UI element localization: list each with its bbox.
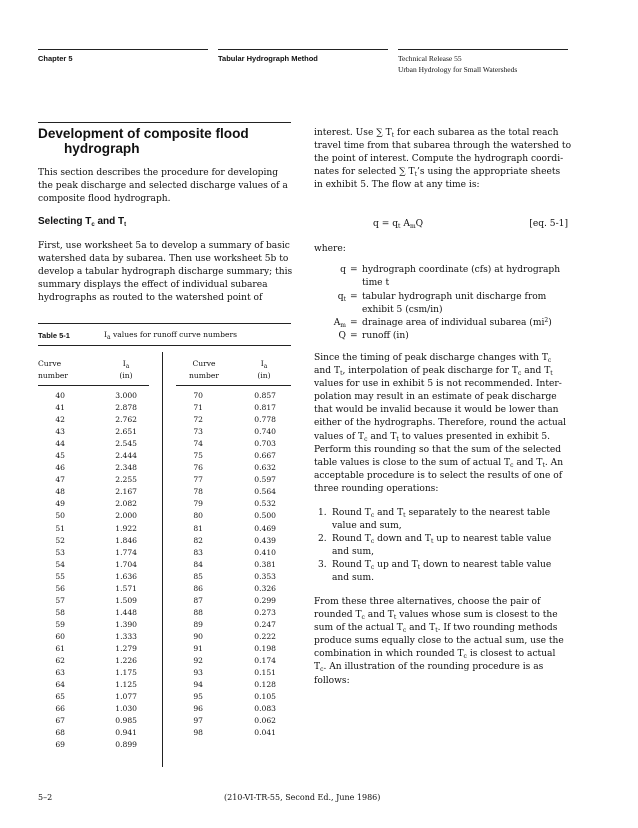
table-cell-ia: 2.878 — [115, 403, 137, 413]
list-item: 2. Round $T_c$ down and $T_t$ up to nearest table value — [318, 534, 552, 546]
table-cell-ia: 1.846 — [115, 535, 137, 545]
table-cell-ia: 0.632 — [254, 463, 276, 473]
header-rule-left — [38, 49, 208, 50]
table-cell-curve-number: 66 — [55, 704, 65, 714]
list-item: 3. Round $T_c$ up and $T_t$ down to nearest table value — [318, 560, 552, 572]
list-item: 1. Round $T_c$ and $T_t$ separately to the nearest table — [318, 508, 551, 519]
table-cell-ia: 1.030 — [115, 704, 137, 714]
table-cell-curve-number: 44 — [55, 439, 65, 449]
table-header-curve-right: Curve number — [189, 359, 219, 380]
table-cell-curve-number: 94 — [193, 680, 203, 690]
table-label: Table 5-1 — [38, 331, 70, 340]
table-cell-curve-number: 46 — [55, 463, 65, 473]
table-cell-ia: 0.247 — [254, 619, 276, 629]
table-cell-ia: 0.222 — [254, 631, 276, 641]
table-cell-ia: 2.545 — [115, 439, 137, 449]
table-cell-curve-number: 74 — [193, 439, 203, 449]
table-cell-ia: 0.817 — [254, 403, 276, 413]
table-cell-ia: 1.125 — [115, 680, 137, 690]
table-cell-curve-number: 62 — [55, 656, 65, 666]
table-cell-ia: 2.651 — [115, 427, 137, 437]
table-cell-ia: 0.353 — [254, 571, 276, 581]
header-title: Tabular Hydrograph Method — [218, 54, 318, 63]
table-col-left-ia — [100, 390, 137, 751]
table-cell-curve-number: 95 — [193, 692, 203, 702]
table-cell-curve-number: 68 — [55, 728, 65, 738]
table-cell-curve-number: 82 — [193, 535, 203, 545]
table-cell-curve-number: 75 — [193, 451, 203, 461]
table-cell-curve-number: 67 — [55, 716, 65, 726]
table-cell-curve-number: 86 — [193, 583, 203, 593]
table-cell-ia: 2.348 — [115, 463, 137, 473]
table-cell-ia: 0.041 — [254, 728, 276, 738]
table-cell-curve-number: 87 — [193, 595, 203, 605]
table-cell-curve-number: 65 — [55, 692, 65, 702]
section-intro: This section describes the procedure for developing the peak discharge and selected discharge values of a composite flood hydrograph. — [38, 168, 288, 205]
table-cell-ia: 0.532 — [254, 499, 276, 509]
table-header-curve-left: Curve number — [38, 359, 68, 380]
table-cell-curve-number: 53 — [55, 547, 65, 557]
table-cell-ia: 0.985 — [115, 716, 137, 726]
table-cell-curve-number: 85 — [193, 571, 203, 581]
table-cell-curve-number: 43 — [55, 427, 65, 437]
def-symbol: q — [340, 265, 346, 275]
table-cell-curve-number: 70 — [193, 391, 203, 400]
table-cell-ia: 0.410 — [254, 547, 276, 557]
section-title: Development of composite flood hydrograph — [38, 126, 249, 156]
table-header-ia-right: $I_a$ (in) — [257, 359, 271, 380]
table-cell-curve-number: 96 — [193, 704, 203, 714]
page-number: 5–2 — [38, 793, 53, 802]
section-rule — [38, 122, 291, 123]
table-cell-curve-number: 79 — [193, 499, 203, 509]
table-cell-curve-number: 84 — [193, 559, 203, 569]
table-cell-ia: 0.062 — [254, 716, 276, 726]
table-cell-curve-number: 81 — [193, 523, 203, 533]
equation-5-1: $q = q_t$ $A_mQ$ — [373, 219, 424, 230]
table-cell-ia: 2.082 — [115, 499, 137, 509]
table-cell-curve-number: 69 — [55, 740, 65, 750]
table-cell-curve-number: 78 — [193, 487, 203, 497]
table-cell-ia: 0.128 — [254, 680, 276, 690]
table-cell-ia: 0.326 — [254, 583, 276, 593]
table-cell-ia: 0.381 — [254, 559, 276, 569]
table-cell-ia: 0.703 — [254, 439, 276, 449]
table-cell-ia: 0.174 — [254, 656, 276, 666]
table-header-ia-left: $I_a$ (in) — [119, 359, 133, 380]
table-cell-curve-number: 72 — [193, 415, 203, 425]
table-cell-ia: 1.509 — [115, 595, 137, 605]
table-cell-curve-number: 76 — [193, 463, 203, 473]
def-symbol: Q — [338, 331, 346, 341]
table-cell-ia: 0.469 — [254, 523, 276, 533]
table-cell-curve-number: 49 — [55, 499, 65, 509]
table-top-rule — [38, 323, 291, 324]
footer-citation: (210-VI-TR-55, Second Ed., June 1986) — [224, 793, 381, 802]
table-cell-ia: 0.667 — [254, 451, 276, 461]
right-paragraph-3: From these three alternatives, choose the pair of rounded $T_c$ and $T_t$ values whose sum is closest to the sum of the actual $T_c$ and $T_t$. If two rounding methods produce sums equally close to the actual sum, use the combination in which rounded $T_c$ is closest to actual $T_c$. An illustration of the rounding procedure is as follows: — [314, 597, 564, 686]
table-cell-curve-number: 58 — [55, 607, 65, 617]
right-paragraph-1: interest. Use ∑ $T_t$ for each subarea as the total reach travel time from that subarea through the watershed to the point of interest. Compute the hydrograph coordi- nates for selected ∑ $T_t’s$ using the appropriate sheets in exhibit 5. The flow at any time is: — [314, 128, 572, 191]
table-cell-curve-number: 59 — [55, 619, 65, 629]
table-cell-ia: 1.704 — [115, 559, 137, 569]
table-cell-ia: 0.778 — [254, 415, 276, 425]
table-cell-ia: 0.439 — [254, 535, 276, 545]
table-cell-ia: 2.167 — [115, 487, 137, 497]
table-cell-ia: 0.273 — [254, 607, 276, 617]
table-cell-curve-number: 93 — [193, 668, 203, 678]
def-symbol: $q_t$ — [337, 292, 346, 303]
table-cell-curve-number: 47 — [55, 475, 65, 485]
table-cell-ia: 0.151 — [254, 668, 276, 678]
table-cell-ia: 2.444 — [115, 451, 137, 461]
table-cell-curve-number: 45 — [55, 451, 65, 461]
table-cell-curve-number: 48 — [55, 487, 65, 497]
table-cell-ia: 1.571 — [115, 583, 137, 593]
def-symbol: $A_m$ — [333, 318, 346, 329]
table-cell-ia: 0.564 — [254, 487, 276, 497]
table-cell-ia: 1.175 — [115, 668, 137, 678]
table-cell-curve-number: 80 — [193, 511, 203, 521]
table-cell-curve-number: 64 — [55, 680, 65, 690]
table-header-rule-right — [176, 385, 291, 386]
table-cell-ia: 0.105 — [254, 692, 276, 702]
header-chapter: Chapter 5 — [38, 54, 73, 63]
table-cell-ia: 1.279 — [115, 643, 137, 653]
selecting-heading: Selecting $T_c$ and $T_t$ — [38, 216, 127, 228]
table-cell-curve-number: 50 — [55, 511, 65, 521]
table-col-right-cn — [176, 390, 203, 739]
table-caption: $I_a$ values for runoff curve numbers — [104, 330, 237, 341]
table-cell-curve-number: 83 — [193, 547, 203, 557]
table-cell-curve-number: 97 — [193, 716, 203, 726]
table-cell-ia: 0.597 — [254, 475, 276, 485]
table-cell-curve-number: 55 — [55, 571, 65, 581]
table-cell-curve-number: 88 — [193, 607, 203, 617]
table-cell-ia: 2.255 — [115, 475, 137, 485]
table-cell-curve-number: 92 — [193, 656, 203, 666]
table-cell-ia: 0.299 — [254, 595, 276, 605]
table-cell-ia: 0.083 — [254, 704, 276, 714]
equation-reference: [eq. 5-1] — [529, 219, 568, 229]
table-cell-ia: 1.636 — [115, 571, 137, 581]
table-col-right-ia — [238, 390, 276, 739]
table-cell-ia: 3.000 — [115, 391, 137, 400]
table-cell-curve-number: 56 — [55, 583, 65, 593]
definitions-list: q = hydrograph coordinate (cfs) at hydrograph time t $q_t$ = tabular hydrograph unit discharge from exhibit 5 (csm/in) $A_m$ = drainage area of individual subarea $(mi^2)$ Q = runoff (in) — [314, 264, 584, 344]
table-cell-curve-number: 91 — [193, 643, 203, 653]
right-paragraph-2: Since the timing of peak discharge changes with $T_c$ and $T_t$, interpolation of peak discharge for $T_c$ and $T_t$ values for use in exhibit 5 is not recommended. Inter- polation may result in an estimate of peak discharge that would be invalid because it would be lower than either of the hydrographs. Therefore, round the actual values of $T_c$ and $T_t$ to values presented in exhibit 5. Perform this rounding so that the sum of the selected table values is close to the sum of actual $T_c$ and $T_t$. An acceptable procedure is to select the results of one of three rounding operations: — [314, 353, 567, 494]
table-header-rule-left — [38, 385, 149, 386]
table-cell-ia: 0.740 — [254, 427, 276, 437]
table-cell-curve-number: 61 — [55, 643, 65, 653]
table-cell-curve-number: 63 — [55, 668, 65, 678]
table-cell-curve-number: 73 — [193, 427, 203, 437]
table-cell-ia: 1.448 — [115, 607, 137, 617]
table-cell-ia: 0.198 — [254, 643, 276, 653]
rounding-list: 1. Round $T_c$ and $T_t$ separately to the nearest table value and sum, 2. Round $T_c$ down and $T_t$ up to nearest table value and sum, 3. Round $T_c$ up and $T_t$ down to nearest table value and sum. — [314, 507, 586, 586]
table-cell-ia: 0.857 — [254, 391, 276, 400]
table-cell-curve-number: 54 — [55, 559, 65, 569]
table-cell-curve-number: 89 — [193, 619, 203, 629]
table-cell-ia: 1.077 — [115, 692, 137, 702]
table-cell-curve-number: 60 — [55, 631, 65, 641]
header-subtitle: Urban Hydrology for Small Watersheds — [398, 65, 518, 74]
table-cell-curve-number: 40 — [55, 391, 65, 400]
selecting-paragraph: First, use worksheet 5a to develop a summary of basic watershed data by subarea. Then use worksheet 5b to develop a tabular hydrograph discharge summary; this summary displays the effect of individual subarea hydrographs as routed to the watershed point of — [38, 241, 293, 304]
table-cell-curve-number: 51 — [55, 523, 65, 533]
table-cell-curve-number: 57 — [55, 595, 65, 605]
table-cell-ia: 2.762 — [115, 415, 137, 425]
table-cell-curve-number: 52 — [55, 535, 65, 545]
table-cell-curve-number: 90 — [193, 631, 203, 641]
header-release: Technical Release 55 — [398, 54, 462, 63]
table-cell-ia: 1.774 — [115, 547, 137, 557]
header-rule-middle — [218, 49, 388, 50]
table-caption-rule — [38, 345, 291, 346]
table-cell-curve-number: 41 — [55, 403, 65, 413]
header-rule-right — [398, 49, 568, 50]
table-divider — [162, 352, 163, 767]
table-cell-curve-number: 42 — [55, 415, 65, 425]
table-cell-ia: 1.333 — [115, 631, 137, 641]
table-cell-ia: 1.390 — [115, 619, 137, 629]
table-col-left-cn — [38, 390, 65, 751]
table-cell-ia: 1.922 — [115, 523, 137, 533]
table-cell-curve-number: 98 — [193, 728, 203, 738]
table-cell-ia: 0.899 — [115, 740, 137, 750]
table-cell-ia: 0.500 — [254, 511, 276, 521]
table-cell-curve-number: 77 — [193, 475, 203, 485]
table-cell-ia: 1.226 — [115, 656, 137, 666]
table-cell-curve-number: 71 — [193, 403, 203, 413]
table-cell-ia: 2.000 — [115, 511, 137, 521]
where-label: where: — [314, 244, 346, 254]
table-cell-ia: 0.941 — [115, 728, 137, 738]
